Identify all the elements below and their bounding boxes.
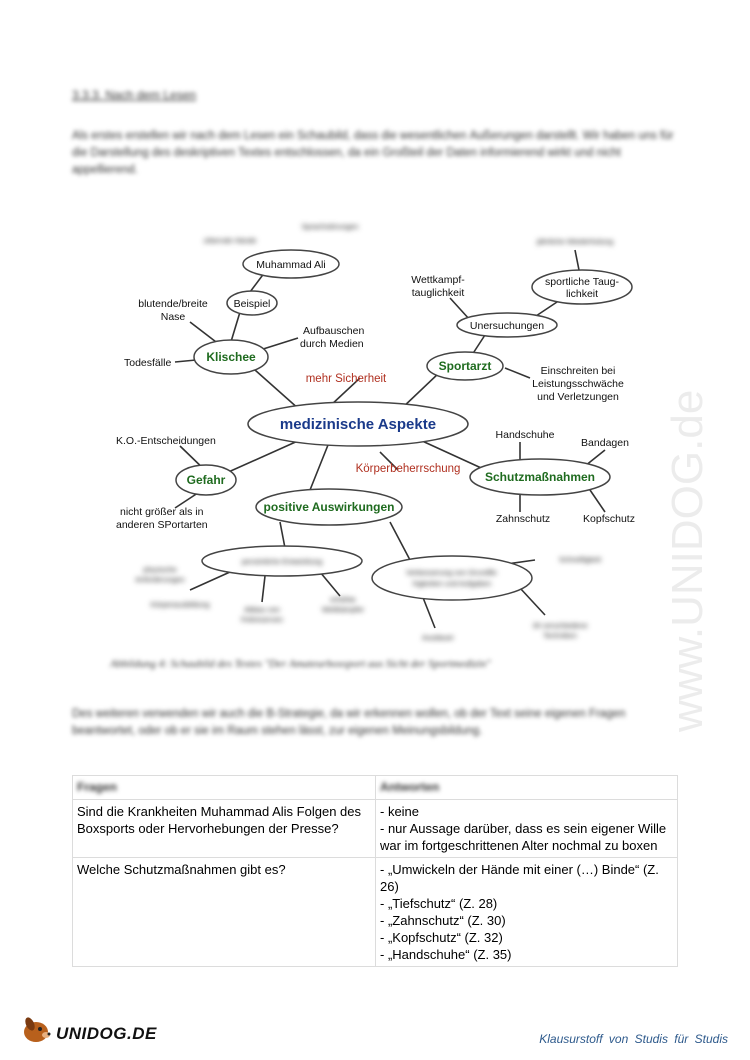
table-header-antworten: Antworten xyxy=(376,776,678,800)
mindmap-label-wettkampfsport-1: erhöhte xyxy=(330,595,356,604)
mindmap-center-node: medizinische Aspekte xyxy=(279,416,437,433)
mindmap-label-techniken-1: 30 verschiedene xyxy=(532,621,588,630)
figure-caption: Abbildung 4: Schaubild des Textes "Der Amateurboxsport aus Sicht der Sportmedizin" xyxy=(110,658,491,670)
mindmap-label-bandagen: Bandagen xyxy=(581,437,629,449)
mindmap-node-beispiel: Beispiel xyxy=(233,298,271,310)
mindmap-node-positive: positive Auswirkungen xyxy=(263,500,395,514)
mindmap-label-aufbauschen-1: Aufbauschen xyxy=(303,325,365,337)
mindmap-label-kopfschutz: Kopfschutz xyxy=(583,513,635,525)
mindmap-label-nase-2: Nase xyxy=(160,311,186,323)
mind-map-diagram xyxy=(0,210,750,660)
mindmap-node-schutzmassnahmen: Schutzmaßnahmen xyxy=(484,470,596,484)
mindmap-node-verbesserung-1: Verbesserung von Grundfä- xyxy=(405,568,499,577)
answer-line: - „Zahnschutz“ (Z. 30) xyxy=(380,913,506,928)
mindmap-label-nicht-1: nicht größer als in xyxy=(120,506,204,518)
answer-line: - nur Aussage darüber, dass es sein eigener Wille war im fortgeschrittenen Alter nochmal zu boxen xyxy=(380,821,667,853)
mindmap-label-ko: K.O.-Entscheidungen xyxy=(116,435,216,447)
mindmap-label-zahnschutz: Zahnschutz xyxy=(495,513,551,525)
mindmap-node-taug-1: sportliche Taug- xyxy=(545,276,619,288)
mindmap-label-abbau-1: Abbau von xyxy=(244,605,280,614)
mindmap-label-aufbauschen-2: durch Medien xyxy=(300,338,364,350)
mindmap-node-muhammad-ali: Muhammad Ali xyxy=(256,259,326,271)
intro-paragraph: Als erstes erstellen wir nach dem Lesen ein Schaubild, dass die wesentlichen Äußerungen darstellt. Wir haben uns für die Darstellung des deskriptiven Textes entschlossen, da ein Großteil der Daten informierend wirkt und nicht appellierend. xyxy=(72,130,674,176)
mindmap-node-entwicklung: persönliche Entwicklung xyxy=(241,557,323,566)
mindmap-node-sportarzt: Sportarzt xyxy=(438,359,492,373)
mindmap-label-physische-2: Anforderungen xyxy=(135,575,185,584)
answer-cell xyxy=(376,858,678,967)
mindmap-label-wettkampf-1: Wettkampf- xyxy=(411,274,465,286)
mindmap-label-nase-1: blutende/breite xyxy=(138,298,208,310)
mindmap-label-wettkampf-2: tauglichkeit xyxy=(411,287,465,299)
section-heading: 3.3.3. Nach dem Lesen xyxy=(72,88,197,102)
answer-cell xyxy=(376,800,678,858)
mindmap-label-handschuhe: Handschuhe xyxy=(495,429,555,441)
mindmap-edge-koerperbeherrschung: Körperbeherrschung xyxy=(355,463,461,475)
mindmap-label-einschreiten-2: Leistungsschwäche xyxy=(532,378,624,390)
question-cell: Sind die Krankheiten Muhammad Alis Folgen des Boxsports oder Hervorhebungen der Presse? xyxy=(73,800,376,858)
mindmap-label-todesfaelle: Todesfälle xyxy=(124,357,172,369)
mindmap-label-zitternde-haende: zitternde Hände xyxy=(203,236,257,245)
dog-icon xyxy=(23,1016,50,1042)
mindmap-label-sprachstoerungen: Sprachstörungen xyxy=(301,222,359,231)
questions-table xyxy=(72,775,678,967)
mindmap-label-jaehrlich: jährliche Wiederholung xyxy=(536,237,614,246)
mindmap-node-klischee: Klischee xyxy=(206,350,256,364)
strategy-paragraph: Des weiteren verwenden wir auch die B-Strategie, da wir erkennen wollen, ob der Text seine eigenen Fragen beantwortet, oder ob er sie im Raum stehen lässt, zur eigenen Meinungsbildung. xyxy=(72,708,626,737)
table-header-fragen: Fragen xyxy=(73,776,376,800)
mindmap-label-einschreiten-1: Einschreiten bei xyxy=(540,365,616,377)
mindmap-node-gefahr: Gefahr xyxy=(186,473,226,487)
mindmap-label-physische-1: physische xyxy=(143,565,177,574)
answer-line: - „Umwickeln der Hände mit einer (…) Binde“ (Z. 26) xyxy=(380,862,659,894)
mindmap-label-ausdauer: Ausdauer xyxy=(421,633,455,642)
answer-line: - keine xyxy=(380,804,420,819)
mindmap-label-techniken-2: Techniken xyxy=(543,631,577,640)
answer-line: - „Handschuhe“ (Z. 35) xyxy=(380,947,512,962)
table-row xyxy=(73,858,678,967)
table-header-row xyxy=(73,776,678,800)
mindmap-label-schnelligkeit: Schnelligkeit xyxy=(558,555,602,564)
watermark-text: www.UNIDOG.de xyxy=(663,389,712,732)
mindmap-label-nicht-2: anderen SPortarten xyxy=(116,519,208,531)
mindmap-label-abbau-2: Fettreserven xyxy=(240,615,284,624)
watermark xyxy=(650,270,730,740)
mindmap-node-verbesserung-2: higkeiten und Aufgaben xyxy=(412,579,492,588)
table-row xyxy=(73,800,678,858)
mindmap-node-untersuchungen: Unersuchungen xyxy=(469,320,545,332)
mindmap-label-koerperausbildung: Körperausbildung xyxy=(150,600,210,609)
mindmap-label-wettkampfsport-2: Wettkämpfer xyxy=(321,605,365,614)
answer-line: - „Tiefschutz“ (Z. 28) xyxy=(380,896,498,911)
mindmap-edge-mehr-sicherheit: mehr Sicherheit xyxy=(305,373,387,385)
mindmap-label-einschreiten-3: und Verletzungen xyxy=(537,391,619,403)
logo-text[interactable]: UNIDOG.DE xyxy=(56,1024,157,1043)
answer-line: - „Kopfschutz“ (Z. 32) xyxy=(380,930,503,945)
mindmap-node-taug-2: lichkeit xyxy=(565,288,599,300)
footer-text: Klausurstoff von Studis für Studis xyxy=(539,1032,728,1046)
question-cell: Welche Schutzmaßnahmen gibt es? xyxy=(73,858,376,967)
